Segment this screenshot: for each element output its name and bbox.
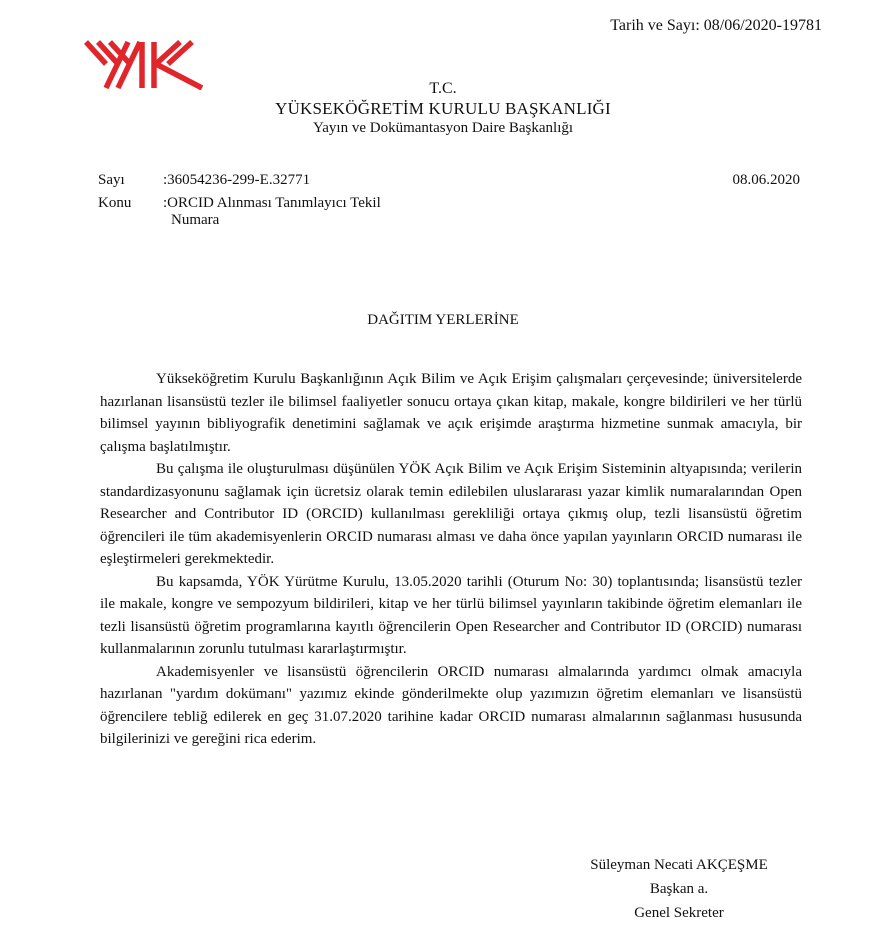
paragraph: Yükseköğretim Kurulu Başkanlığının Açık Bilim ve Açık Erişim çalışmaları çerçevesinde; üniversitelerde hazırlanan lisansüstü tezler ile bilimsel faaliyetler sonucu ortaya çıkan kitap, makale, kongre bildirileri ve her türlü bilimsel yayının bibliyografik denetimini sağlamak ve açık erişimde araştırma hizmetine sunmak amacıyla, bir çalışma başlatılmıştır. bbox=[100, 371, 802, 455]
signature-block bbox=[554, 853, 804, 925]
document-date: 08.06.2020 bbox=[732, 172, 800, 188]
konu-value bbox=[163, 195, 463, 229]
sayi-value: :36054236-299-E.32771 bbox=[163, 172, 311, 188]
signer-position: Genel Sekreter bbox=[634, 905, 724, 921]
konu-value-line2: Numara bbox=[171, 212, 220, 228]
header-tc: T.C. bbox=[429, 80, 457, 97]
header-institution: YÜKSEKÖĞRETİM KURULU BAŞKANLIĞI bbox=[275, 99, 611, 118]
recipient-heading: DAĞITIM YERLERİNE bbox=[367, 312, 519, 328]
header-department: Yayın ve Dokümantasyon Daire Başkanlığı bbox=[312, 120, 574, 136]
konu-value-line1: :ORCID Alınması Tanımlayıcı Tekil bbox=[163, 195, 381, 211]
signer-title: Başkan a. bbox=[649, 881, 709, 897]
date-and-number: Tarih ve Sayı: 08/06/2020-19781 bbox=[610, 17, 822, 34]
signer-name: Süleyman Necati AKÇEŞME bbox=[590, 857, 768, 873]
paragraph: Bu çalışma ile oluşturulması düşünülen YÖK Açık Bilim ve Açık Erişim Sisteminin altyapısında; verilerin standardizasyonunu sağlamak için ücretsiz olarak temin edilebilen uluslararası yazar kimlik numaralarından Open Researcher and Contributor ID (ORCID) kullanılması gerekliliği ortaya çıkmış olup, tezli lisansüstü öğretim öğrencileri ile tüm akademisyenlerin ORCID numarası alması ve daha önce yapılan yayınların ORCID numarası ile eşleştirmeleri gerekmektedir. bbox=[100, 461, 802, 567]
paragraph: Bu kapsamda, YÖK Yürütme Kurulu, 13.05.2020 tarihli (Oturum No: 30) toplantısında; lisansüstü tezler ile makale, kongre ve sempozyum bildirileri, kitap ve her türlü bilimsel yayınların takibinde öğretim elemanları ile tezli lisansüstü öğretim programlarına kayıtlı öğrencilerin Open Researcher and Contributor ID (ORCID) numarası kullanmalarının zorunlu tutulması kararlaştırmıştır. bbox=[100, 573, 802, 657]
letter-body bbox=[100, 368, 802, 751]
sayi-label: Sayı bbox=[98, 172, 125, 188]
konu-label: Konu bbox=[98, 195, 132, 211]
paragraph: Akademisyenler ve lisansüstü öğrencilerin ORCID numarası almalarında yardımcı olmak amacıyla hazırlanan "yardım dokümanı" yazımız ekinde gönderilmekte olup yazımızın öğretim elemanları ve lisansüstü öğrencilere tebliğ edilerek en geç 31.07.2020 tarihine kadar ORCID numarası almalarının sağlanması hususunda bilgilerinizi ve gereğini rica ederim. bbox=[100, 663, 802, 747]
